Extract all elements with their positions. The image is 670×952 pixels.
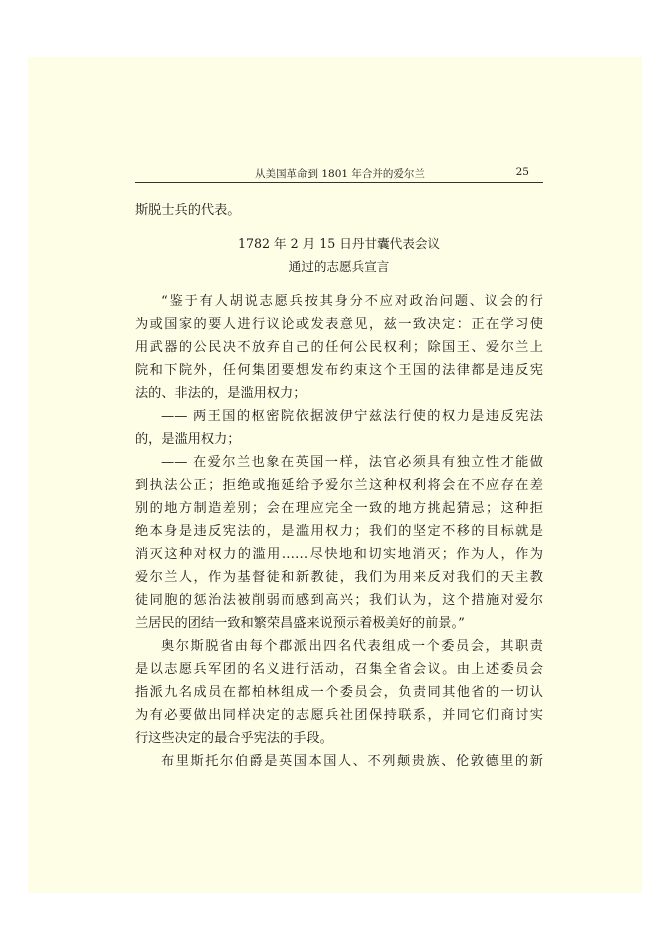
text-line: 消灭这种对权力的滥用……尽快地和切实地消灭；作为人，作为 <box>135 547 543 562</box>
text-line: 别的地方制造差别；会在理应完全一致的地方挑起猜忌；这种拒 <box>135 501 543 516</box>
text-line: 院和下院外，任何集团要想发布约束这个王国的法律都是违反宪 <box>135 363 543 378</box>
page-number: 25 <box>515 166 529 178</box>
text-line: 的，是滥用权力； <box>135 432 241 447</box>
text-line: 兰居民的团结一致和繁荣昌盛来说预示着极美好的前景。” <box>135 616 465 631</box>
text-line: 奥尔斯脱省由每个郡派出四名代表组成一个委员会，其职责 <box>161 639 543 654</box>
declaration-heading-2: 通过的志愿兵宣言 <box>288 259 390 274</box>
text-line: 法的、非法的，是滥用权力； <box>135 386 307 401</box>
text-line: 布里斯托尔伯爵是英国本国人、不列颠贵族、伦敦德里的新 <box>161 754 543 769</box>
intro-line: 斯脱士兵的代表。 <box>135 203 241 218</box>
text-line: 为或国家的要人进行议论或发表意见，兹一致决定：正在学习使 <box>135 317 543 332</box>
text-line: —— 两王国的枢密院依据波伊宁兹法行使的权力是违反宪法 <box>161 409 543 424</box>
text-line: 是以志愿兵军团的名义进行活动，召集全省会议。由上述委员会 <box>135 662 543 677</box>
text-line: 指派九名成员在都柏林组成一个委员会，负责同其他省的一切认 <box>135 685 543 700</box>
text-line: 徒同胞的惩治法被削弱而感到高兴；我们认为，这个措施对爱尔 <box>135 593 543 608</box>
text-line: —— 在爱尔兰也象在英国一样，法官必须具有独立性才能做 <box>161 455 543 470</box>
text-line: 爱尔兰人，作为基督徒和新教徒，我们为用来反对我们的天主教 <box>135 570 543 585</box>
text-line: 用武器的公民决不放弃自己的任何公民权利；除国王、爱尔兰上 <box>135 340 543 355</box>
text-line: 绝本身是违反宪法的，是滥用权力；我们的坚定不移的目标就是 <box>135 524 543 539</box>
running-title: 从美国革命到 1801 年合并的爱尔兰 <box>255 168 425 180</box>
text-line: “鉴于有人胡说志愿兵按其身分不应对政治问题、议会的行 <box>161 294 543 309</box>
text-line: 为有必要做出同样决定的志愿兵社团保持联系，并同它们商讨实 <box>135 708 543 723</box>
text-line: 到执法公正；拒绝或拖延给予爱尔兰这种权利将会在不应存在差 <box>135 478 543 493</box>
running-header <box>135 162 543 183</box>
declaration-heading-1: 1782 年 2 月 15 日丹甘囊代表会议 <box>237 236 441 251</box>
text-line: 行这些决定的最合乎宪法的手段。 <box>135 731 333 746</box>
